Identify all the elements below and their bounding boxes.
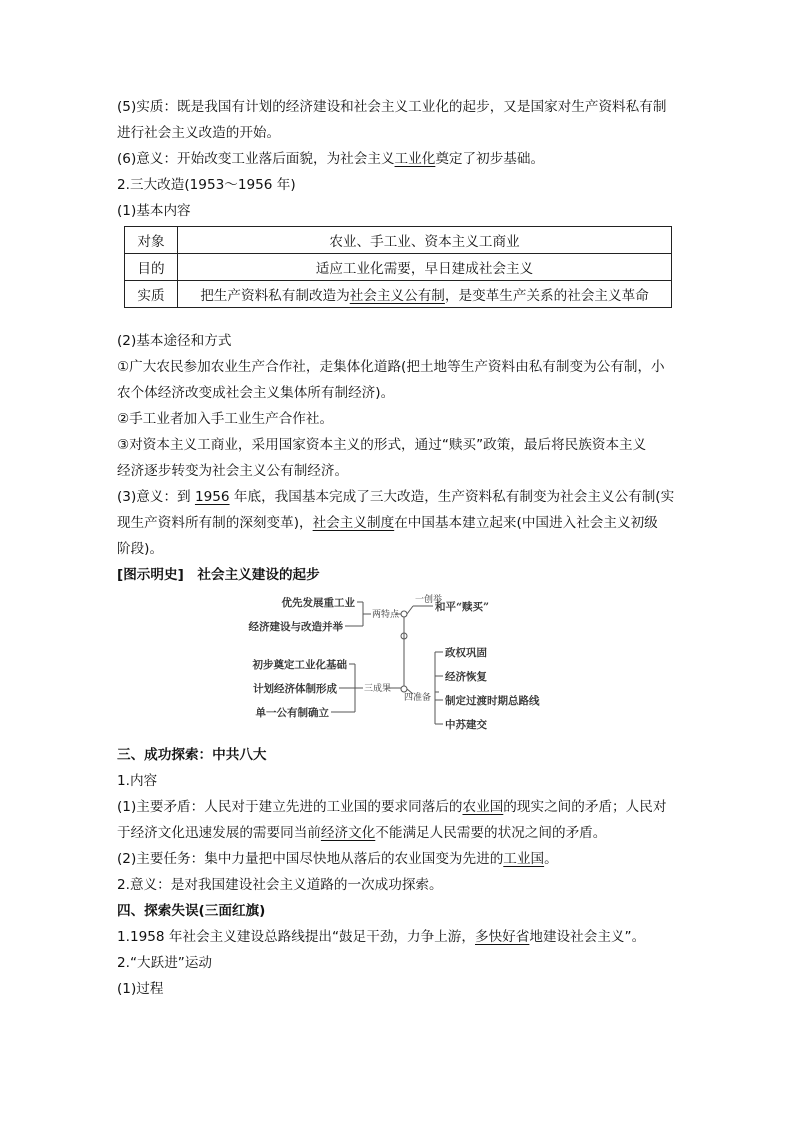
content-table <box>124 226 672 308</box>
diagram-node-four-preparations: 四准备 <box>404 693 432 703</box>
table-cell-key: 对象 <box>125 227 178 254</box>
way-2: ②手工业者加入手工业生产合作社。 <box>117 411 334 427</box>
diagram-top-right-small: 一创举 <box>415 595 443 605</box>
general-line: 1.1958 年社会主义建设总路线提出“鼓足干劲，力争上游，多快好省地建设社会主义”。 <box>117 929 646 945</box>
diagram-heading: [图示明史] 社会主义建设的起步 <box>117 567 320 583</box>
section-3-heading-content: 1.内容 <box>117 773 158 789</box>
paragraph-5-line-2: 进行社会主义改造的开始。 <box>117 125 281 141</box>
table-row <box>125 281 672 308</box>
mind-map-svg <box>117 592 679 742</box>
paragraph-6 <box>117 146 679 172</box>
diagram-left-bottom-3: 单一公有制确立 <box>255 707 329 719</box>
way-3-line-2: 经济逐步转变为社会主义公有制经济。 <box>117 463 349 479</box>
diagram-node-three-results: 三成果 <box>364 684 392 694</box>
meaning-line-1: (3)意义：到 1956 年底，我国基本完成了三大改造，生产资料私有制变为社会主义公有制(实 <box>117 489 675 505</box>
way-1-line-2: 农个体经济改变成社会主义集体所有制经济)。 <box>117 385 395 401</box>
heading-three-transformations: 2.三大改造(1953～1956 年) <box>117 177 296 193</box>
table-cell-key: 目的 <box>125 254 178 281</box>
contradiction-line-1: (1)主要矛盾：人民对于建立先进的工业国的要求同落后的农业国的现实之间的矛盾；人民对 <box>117 799 667 815</box>
paragraph-5-line-1: (5)实质：既是我国有计划的经济建设和社会主义工业化的起步，又是国家对生产资料私有制 <box>117 99 667 115</box>
section-3-title: 三、成功探索：中共八大 <box>117 747 267 763</box>
diagram-left-bottom-1: 初步奠定工业化基础 <box>252 659 347 671</box>
document-page <box>117 94 679 1002</box>
diagram-right-4: 中苏建交 <box>445 719 487 731</box>
section-3-meaning: 2.意义：是对我国建设社会主义道路的一次成功探索。 <box>117 877 443 893</box>
table-cell-value: 把生产资料私有制改造为社会主义公有制，是变革生产关系的社会主义革命 <box>178 281 672 308</box>
heading-basic-content: (1)基本内容 <box>117 203 191 219</box>
table-cell-value: 适应工业化需要，早日建成社会主义 <box>178 254 672 281</box>
diagram-left-bottom-2: 计划经济体制形成 <box>253 683 337 695</box>
meaning-line-2: 现生产资料所有制的深刻变革)，社会主义制度在中国基本建立起来(中国进入社会主义初级 <box>117 515 658 531</box>
diagram-right-1: 政权巩固 <box>445 647 487 659</box>
way-1-line-1: ①广大农民参加农业生产合作社，走集体化道路(把土地等生产资料由私有制变为公有制，小 <box>117 359 665 375</box>
process-heading: (1)过程 <box>117 981 164 997</box>
contradiction-line-2: 于经济文化迅速发展的需要同当前经济文化不能满足人民需要的状况之间的矛盾。 <box>117 825 607 841</box>
diagram-left-top-1: 优先发展重工业 <box>281 597 355 609</box>
table-cell-key: 实质 <box>125 281 178 308</box>
table-cell-value: 农业、手工业、资本主义工商业 <box>178 227 672 254</box>
main-task: (2)主要任务：集中力量把中国尽快地从落后的农业国变为先进的工业国。 <box>117 851 558 867</box>
way-3-line-1: ③对资本主义工商业，采用国家资本主义的形式，通过“赎买”政策，最后将民族资本主义 <box>117 437 647 453</box>
ways-title: (2)基本途径和方式 <box>117 333 232 349</box>
section-4-title: 四、探索失误(三面红旗) <box>117 903 266 919</box>
p6-pre: (6)意义：开始改变工业落后面貌，为社会主义 <box>117 151 395 167</box>
table-row <box>125 227 672 254</box>
p6-post: 奠定了初步基础。 <box>435 151 545 167</box>
diagram-right-3: 制定过渡时期总路线 <box>445 695 540 707</box>
diagram-right-2: 经济恢复 <box>445 671 487 683</box>
table-row <box>125 254 672 281</box>
diagram-left-top-2: 经济建设与改造并举 <box>248 621 343 633</box>
diagram-top-right: 和平“赎买” <box>435 601 490 613</box>
diagram-node-two-features: 两特点 <box>372 610 400 620</box>
mind-map-diagram <box>117 592 679 742</box>
year-1956: 1956 <box>194 489 230 505</box>
meaning-line-3: 阶段)。 <box>117 541 164 557</box>
great-leap-heading: 2.“大跃进”运动 <box>117 955 213 971</box>
p6-underlined: 工业化 <box>394 151 436 167</box>
